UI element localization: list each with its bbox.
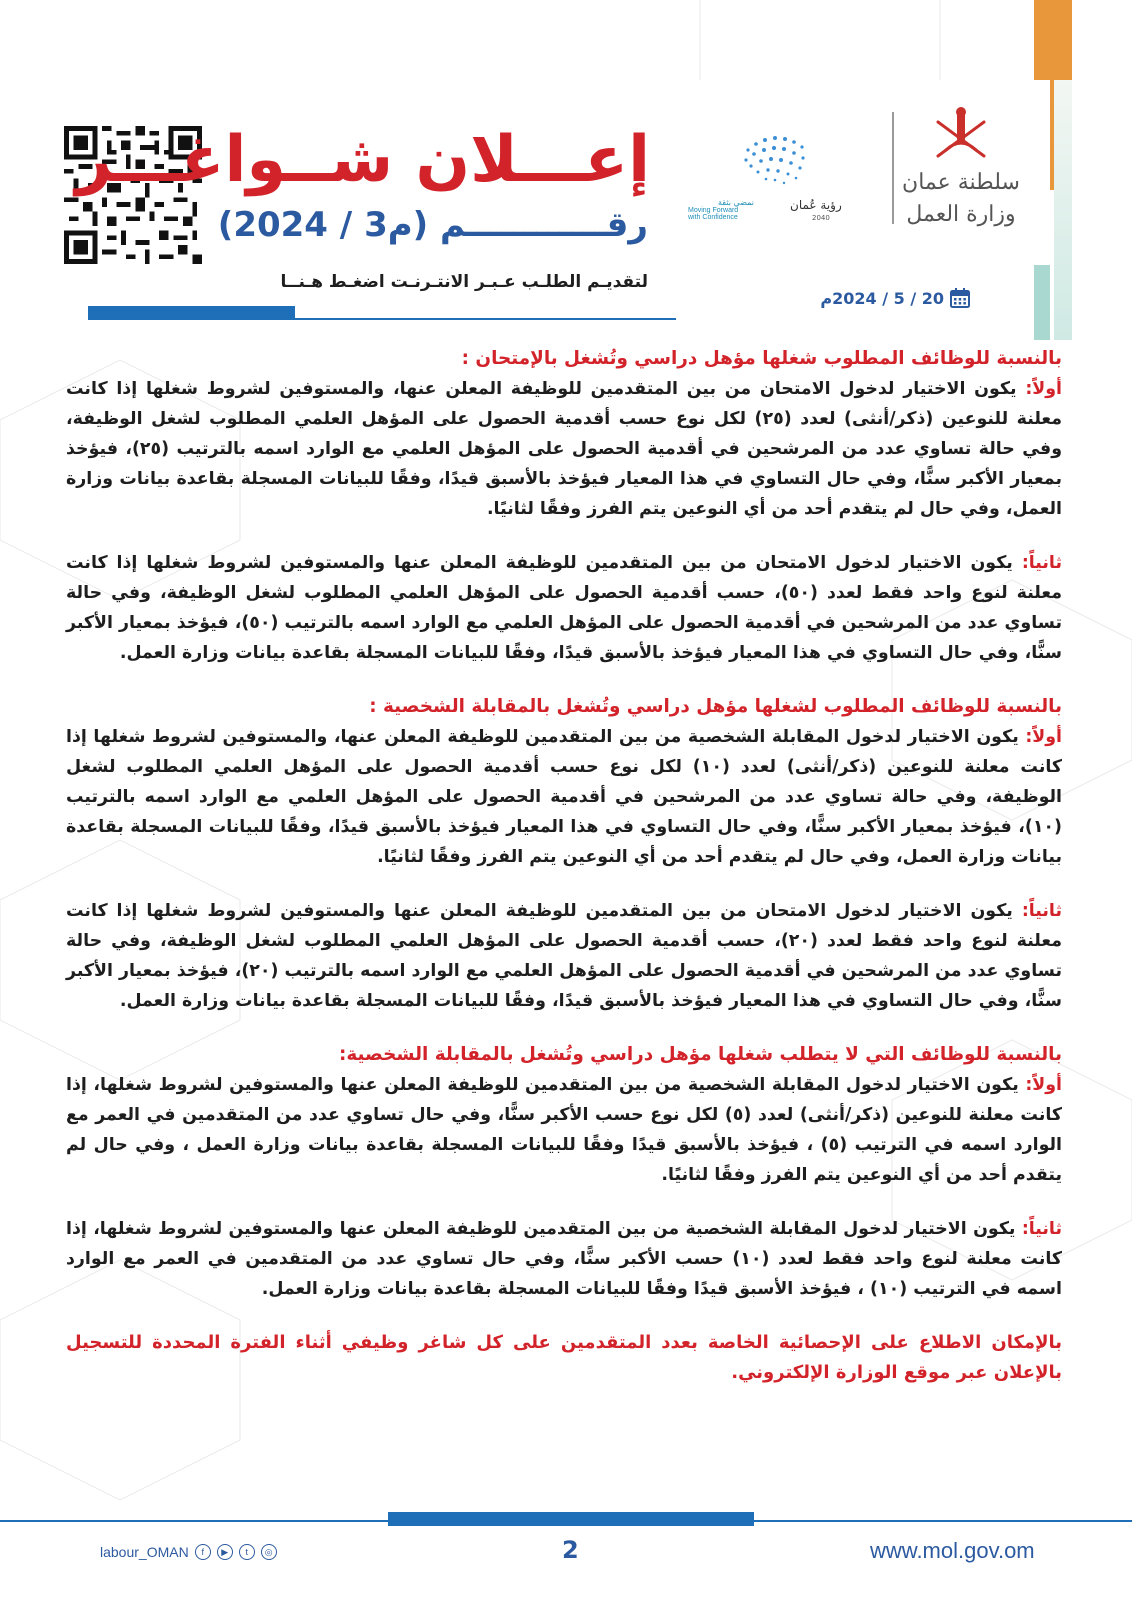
moving-forward-arabic: نمضي بثقة [718,198,754,207]
vision-text [790,198,842,212]
logo-divider [892,112,894,224]
online-apply-link[interactable]: لتقديـم الطلـب عـبـر الانتـرنـت اضغـط هـنــا [280,272,648,292]
item-label: أولاً: [1025,1075,1062,1095]
decor-teal-bar [1054,80,1072,340]
section-interview-unqualified-second [66,1214,1062,1304]
announcement-date [820,288,970,308]
footer-social [100,1544,277,1560]
item-label: ثانياً: [1021,1219,1062,1239]
ministry-name-line2: وزارة العمل [906,202,1016,227]
item-label: ثانياً: [1021,901,1062,921]
section-heading-exam: بالنسبة للوظائف المطلوب شغلها مؤهل دراسي وتُشغل بالإمتحان : [461,348,1062,369]
website-link[interactable]: www.mol.gov.om [870,1538,1035,1563]
instagram-icon[interactable]: ◎ [261,1544,277,1560]
item-text: يكون الاختيار لدخول المقابلة الشخصية من بين المتقدمين للوظيفة المعلن عنها، والمستوفين لشروط شغلها إذا كانت معلنة للنوعين (ذكر/أنثى) لعدد (١٠) لكل نوع حسب أقدمية الحصول على المؤهل العلمي المطلوب لشغل الوظيفة، وفي حالة تساوي عدد من المرشحين في أقدمية الحصول على المؤهل العلمي مع الوارد اسمه بالترتيب (١٠)، فيؤخذ بمعيار الأكبر سنًّا، وفي حال التساوي في هذا المعيار فيؤخذ بالأسبق قيدًا، وفقًا للبيانات المسجلة بقاعدة بيانات وزارة العمل، وفي حال لم يتقدم أحد من أي النوعين يتم الفرز وفقًا لثانيًا. [66,727,1062,867]
item-label: ثانياً: [1021,553,1062,573]
announcement-body [66,344,1062,1388]
moving-forward-en1: Moving Forward [688,207,739,214]
vision-label: رؤية عُمان [790,198,842,212]
moving-forward-logo [688,198,754,228]
date-text: 20 / 5 / 2024م [820,288,944,308]
ministry-logo [896,104,1026,234]
item-text: يكون الاختيار لدخول المقابلة الشخصية من بين المتقدمين للوظيفة المعلن عنها والمستوفين لشروط شغلها، إذا كانت معلنة للنوعين (ذكر/أنثى) لعدد (٥) لكل نوع حسب الأكبر سنًّا، وفي حال تساوي عدد من المتقدمين في العمر مع الوارد اسمه في الترتيب (٥) ، فيؤخذ بالأسبق قيدًا وفقًا للبيانات المسجلة بقاعدة بيانات وزارة العمل ، وفي حال لم يتقدم أحد من أي النوعين يتم الفرز وفقًا لثانيًا. [66,1075,1063,1185]
section-interview-qualified-second [66,896,1062,1016]
social-handle[interactable]: labour_OMAN [100,1544,189,1560]
section-interview-qualified-first [66,722,1062,872]
vacancy-number-label: رقــــــــــــم [440,205,648,245]
section-heading-interview-unqualified: بالنسبة للوظائف التي لا يتطلب شغلها مؤهل دراسي وتُشغل بالمقابلة الشخصية: [339,1044,1062,1065]
vision-year: 2040 [812,214,830,222]
oman-emblem-icon [926,104,996,164]
title-underline [88,306,676,320]
page-number: 2 [562,1536,579,1564]
item-label: أولاً: [1025,379,1062,399]
moving-forward-en2: with Confidence [688,214,738,221]
calendar-icon [950,288,970,308]
vacancy-number [218,205,648,245]
statistics-note: بالإمكان الاطلاع على الإحصائية الخاصة بعدد المتقدمين على كل شاغر وظيفي أثناء الفترة المحددة للتسجيل بالإعلان عبر موقع الوزارة الإلكتروني. [66,1332,1062,1383]
page-title: إعـــلان شــواغـــر [75,123,650,197]
ministry-name-line1: سلطنة عمان [902,170,1020,195]
section-exam-first [66,374,1062,524]
item-text: يكون الاختيار لدخول الامتحان من بين المتقدمين للوظيفة المعلن عنها، والمستوفين لشروط شغلها إذا كانت معلنة للنوعين (ذكر/أنثى) لعدد (٢٥) لكل نوع حسب أقدمية الحصول على المؤهل العلمي المطلوب لشغل الوظيفة، وفي حالة تساوي عدد من المرشحين في أقدمية الحصول على المؤهل العلمي مع الوارد اسمه بالترتيب (٢٥)، فيؤخذ بمعيار الأكبر سنًّا، وفي حال التساوي في هذا المعيار فيؤخذ بالأسبق قيدًا، وفقًا للبيانات المسجلة بقاعدة بيانات وزارة العمل، وفي حال لم يتقدم أحد من أي النوعين يتم الفرز وفقًا لثانيًا. [66,379,1063,519]
vacancy-number-value: (م3 / 2024) [217,205,429,245]
item-label: أولاً: [1025,727,1062,747]
section-exam-second [66,548,1062,668]
section-heading-interview-qualified: بالنسبة للوظائف المطلوب لشغلها مؤهل دراسي وتُشغل بالمقابلة الشخصية : [369,696,1062,717]
facebook-icon[interactable]: f [195,1544,211,1560]
section-interview-unqualified-first [66,1070,1062,1190]
twitter-icon[interactable]: t [239,1544,255,1560]
item-text: يكون الاختيار لدخول الامتحان من بين المتقدمين للوظيفة المعلن عنها والمستوفين لشروط شغلها إذا كانت معلنة لنوع واحد فقط لعدد (٥٠)، حسب أقدمية الحصول على المؤهل العلمي المطلوب لشغل الوظيفة، وفي حالة تساوي عدد من المرشحين في أقدمية الحصول على المؤهل العلمي مع الوارد اسمه بالترتيب (٥٠)، فيؤخذ بمعيار الأكبر سنًّا، وفي حال التساوي في هذا المعيار فيؤخذ بالأسبق قيدًا، وفقًا للبيانات المسجلة بقاعدة بيانات وزارة العمل. [66,553,1062,663]
item-text: يكون الاختيار لدخول الامتحان من بين المتقدمين للوظيفة المعلن عنها والمستوفين لشروط شغلها إذا كانت معلنة لنوع واحد فقط لعدد (٢٠)، حسب أقدمية الحصول على المؤهل العلمي المطلوب لشغل الوظيفة، وفي حالة تساوي عدد من المرشحين في أقدمية الحصول على المؤهل العلمي مع الوارد اسمه بالترتيب (٢٠)، فيؤخذ بمعيار الأكبر سنًّا، وفي حال التساوي في هذا المعيار فيؤخذ بالأسبق قيدًا، وفقًا للبيانات المسجلة بقاعدة بيانات وزارة العمل. [66,901,1062,1011]
item-text: يكون الاختيار لدخول المقابلة الشخصية من بين المتقدمين للوظيفة المعلن عنها والمستوفين لشروط شغلها، إذا كانت معلنة لنوع واحد فقط لعدد (١٠) حسب الأكبر سنًّا، وفي حال تساوي عدد من المتقدمين في العمر مع الوارد اسمه في الترتيب (١٠) ، فيؤخذ الأسبق قيدًا وفقًا للبيانات المسجلة بقاعدة بيانات وزارة العمل. [66,1219,1062,1299]
youtube-icon[interactable]: ▶ [217,1544,233,1560]
footer-accent-bar [388,1512,754,1526]
